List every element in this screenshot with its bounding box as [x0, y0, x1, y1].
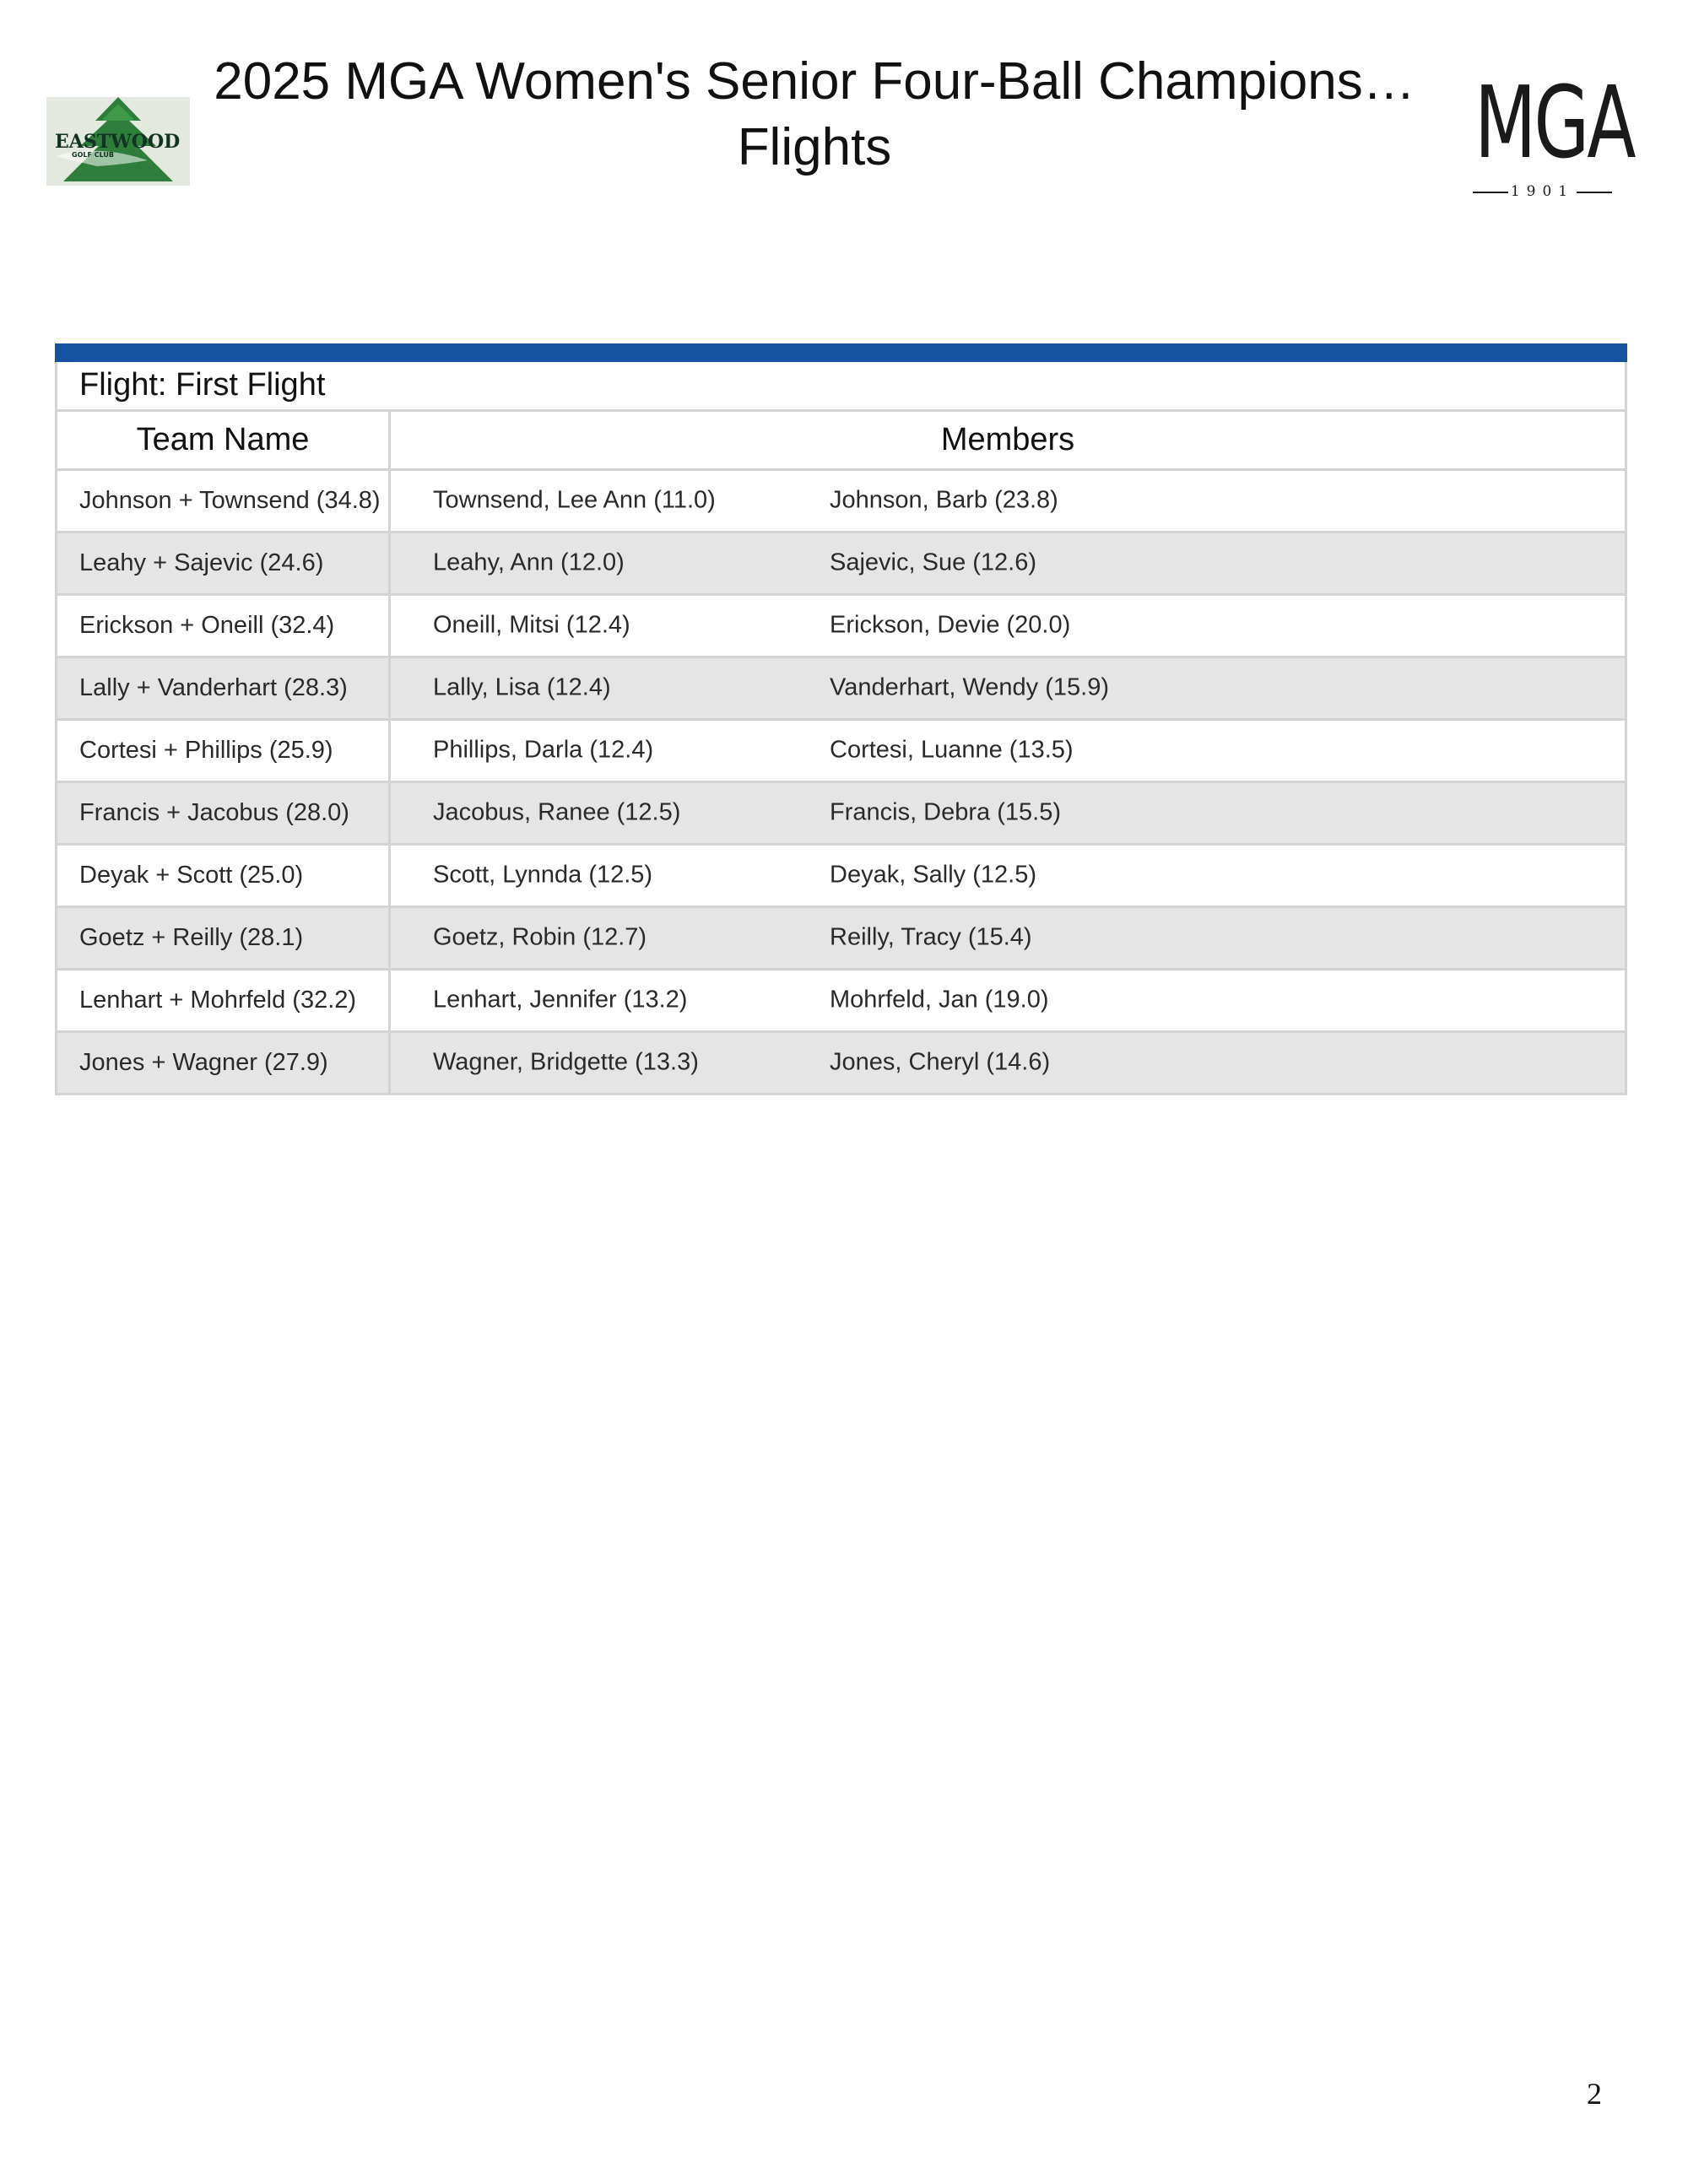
member-2: Reilly, Tracy (15.4)	[830, 923, 1032, 951]
members-cell	[390, 906, 1626, 969]
table-row	[57, 719, 1626, 781]
team-name-cell: Johnson + Townsend (34.8)	[57, 469, 390, 532]
team-name-cell: Deyak + Scott (25.0)	[57, 844, 390, 906]
team-name-cell: Goetz + Reilly (28.1)	[57, 906, 390, 969]
member-2: Deyak, Sally (12.5)	[830, 861, 1036, 889]
table-row	[57, 969, 1626, 1031]
member-2: Vanderhart, Wendy (15.9)	[830, 673, 1109, 701]
member-1: Townsend, Lee Ann (11.0)	[433, 486, 716, 514]
team-name-cell: Erickson + Oneill (32.4)	[57, 594, 390, 657]
eastwood-golf-club-logo	[44, 55, 192, 232]
member-2: Erickson, Devie (20.0)	[830, 611, 1071, 639]
logo-club-subtitle: GOLF CLUB	[72, 151, 114, 159]
members-cell	[390, 781, 1626, 844]
member-2: Jones, Cheryl (14.6)	[830, 1048, 1051, 1076]
members-cell	[390, 594, 1626, 657]
table-row	[57, 657, 1626, 719]
page-number: 2	[1587, 2077, 1602, 2111]
members-cell	[390, 844, 1626, 906]
member-2: Cortesi, Luanne (13.5)	[830, 736, 1074, 764]
member-1: Leahy, Ann (12.0)	[433, 549, 625, 576]
member-2: Mohrfeld, Jan (19.0)	[830, 986, 1049, 1014]
mga-logo-year: 1901	[1510, 183, 1575, 200]
table-row	[57, 1031, 1626, 1094]
column-header-row	[57, 410, 1626, 469]
table-row	[57, 594, 1626, 657]
flight-table	[55, 343, 1627, 1095]
member-1: Oneill, Mitsi (12.4)	[433, 611, 630, 639]
flight-header-row	[57, 353, 1626, 410]
members-cell	[390, 469, 1626, 532]
team-name-cell: Jones + Wagner (27.9)	[57, 1031, 390, 1094]
member-2: Johnson, Barb (23.8)	[830, 486, 1058, 514]
members-cell	[390, 532, 1626, 594]
mga-logo	[1464, 55, 1634, 232]
column-header-team: Team Name	[57, 410, 390, 469]
member-1: Lenhart, Jennifer (13.2)	[433, 986, 688, 1014]
member-1: Jacobus, Ranee (12.5)	[433, 798, 681, 826]
team-name-cell: Leahy + Sajevic (24.6)	[57, 532, 390, 594]
table-row	[57, 532, 1626, 594]
members-cell	[390, 657, 1626, 719]
logo-rule-right	[1577, 192, 1612, 193]
page-title	[181, 49, 1447, 181]
page-header	[0, 0, 1688, 245]
team-name-cell: Lenhart + Mohrfeld (32.2)	[57, 969, 390, 1031]
member-1: Goetz, Robin (12.7)	[433, 923, 647, 951]
table-row	[57, 844, 1626, 906]
table-row	[57, 906, 1626, 969]
logo-club-name: EASTWOOD	[55, 131, 181, 153]
column-header-members: Members	[390, 410, 1626, 469]
members-cell	[390, 1031, 1626, 1094]
members-cell	[390, 969, 1626, 1031]
team-name-cell: Cortesi + Phillips (25.9)	[57, 719, 390, 781]
mga-logo-text: MGA	[1474, 64, 1634, 181]
flight-label: Flight: First Flight	[57, 353, 1626, 410]
member-2: Francis, Debra (15.5)	[830, 798, 1061, 826]
member-2: Sajevic, Sue (12.6)	[830, 549, 1037, 576]
logo-background	[46, 97, 190, 186]
title-line-1: 2025 MGA Women's Senior Four-Ball Champions…	[214, 52, 1415, 111]
team-name-cell: Lally + Vanderhart (28.3)	[57, 657, 390, 719]
member-1: Wagner, Bridgette (13.3)	[433, 1048, 699, 1076]
member-1: Phillips, Darla (12.4)	[433, 736, 654, 764]
member-1: Lally, Lisa (12.4)	[433, 673, 611, 701]
table-row	[57, 469, 1626, 532]
table-row	[57, 781, 1626, 844]
team-name-cell: Francis + Jacobus (28.0)	[57, 781, 390, 844]
member-1: Scott, Lynnda (12.5)	[433, 861, 653, 889]
title-line-2: Flights	[737, 118, 892, 176]
members-cell	[390, 719, 1626, 781]
